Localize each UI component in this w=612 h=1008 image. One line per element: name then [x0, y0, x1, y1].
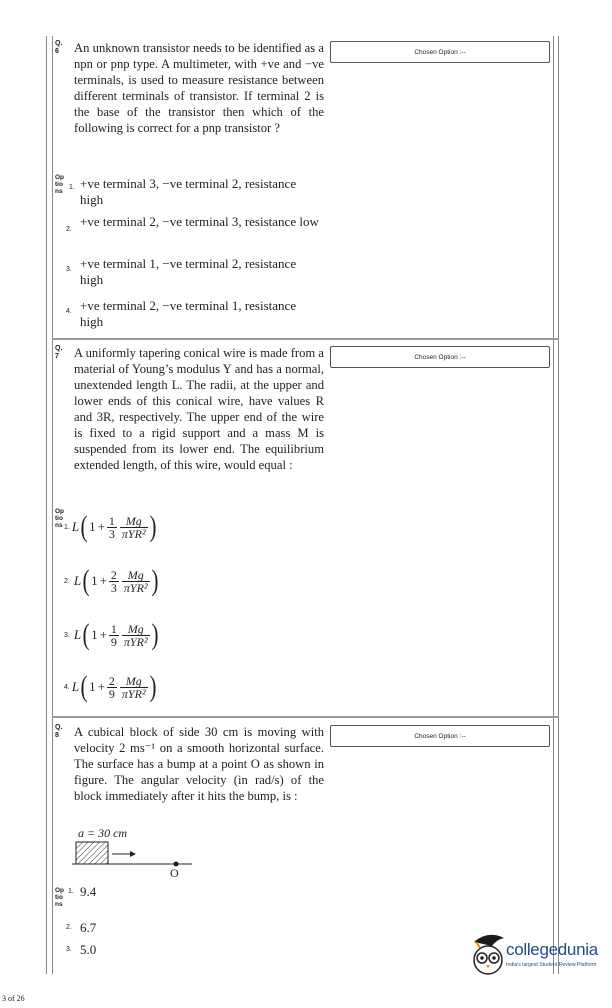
question-text: A cubical block of side 30 cm is moving with velocity 2 ms⁻¹ on a smooth horizontal surface. The surface has a bump at a point O as shown in figure. The angular velocity (in rad/s) of the block immediately after it hits the bump, is : [74, 725, 324, 803]
option-number: 2. [64, 577, 70, 585]
chosen-option-box: Chosen Option :-- [330, 725, 550, 747]
collegedunia-logo [468, 932, 608, 976]
options-label: Op tio ns [55, 174, 65, 195]
left-paren: ( [82, 564, 90, 597]
formula-one: 1 [89, 679, 96, 694]
owl-icon [468, 932, 508, 976]
option-text: +ve terminal 2, −ve terminal 3, resistance low [80, 214, 319, 229]
right-paren: ) [151, 618, 159, 651]
coef-numerator: 1 [108, 513, 115, 528]
question-text: A uniformly tapering conical wire is made from a material of Young’s modulus Y and has a normal, unextended length L. The radii, at the upper and lower ends of this conical wire, have values R and 3R, respectively. The upper end of the wire is fixed to a rigid support and a mass M is suspended from its lower end. The equilibrium extended length, of this wire, would equal : [74, 346, 324, 472]
option-formula [64, 672, 158, 702]
logo-tagline: India's largest Student Review Platform [506, 962, 597, 968]
yr-denominator: πYR² [123, 634, 148, 649]
formula-length: L [73, 573, 82, 588]
coef-numerator: 2 [110, 567, 117, 582]
question-number: Q. 6 [55, 40, 63, 55]
option-formula [64, 620, 160, 650]
right-paren: ) [149, 670, 157, 703]
chosen-option-box: Chosen Option :-- [330, 346, 550, 368]
question-number: Q. 7 [55, 345, 63, 360]
question-separator [52, 716, 558, 718]
coef-denominator: 9 [108, 686, 115, 701]
figure-drawing [70, 826, 200, 882]
page-border-left [46, 36, 47, 974]
coef-numerator: 2 [108, 673, 115, 688]
option-text: +ve terminal 1, −ve terminal 2, resistance high [80, 256, 297, 287]
option-text: +ve terminal 3, −ve terminal 2, resistance high [80, 176, 297, 207]
page-counter: 3 of 26 [2, 994, 25, 1003]
option-number: 1. [64, 523, 70, 531]
coef-denominator: 3 [108, 526, 115, 541]
option-number: 3. [66, 946, 72, 953]
side-label: a = 30 cm [78, 826, 128, 840]
option-number: 1. [69, 184, 75, 191]
block-figure [70, 826, 200, 882]
yr-denominator: πYR² [121, 686, 146, 701]
question-separator [52, 338, 558, 340]
logo-name: collegedunia [506, 940, 598, 959]
option-number: 3. [66, 266, 72, 273]
left-paren: ( [80, 670, 88, 703]
option-number: 2. [66, 924, 72, 931]
coef-denominator: 9 [110, 634, 117, 649]
page-border-right [558, 36, 559, 974]
option-text: +ve terminal 2, −ve terminal 1, resistance high [80, 298, 297, 329]
right-paren: ) [151, 564, 159, 597]
options-label: Op tio ns [55, 887, 65, 908]
formula-length: L [71, 679, 80, 694]
yr-denominator: πYR² [121, 526, 146, 541]
formula-plus: + [99, 573, 107, 588]
option-number: 1. [68, 888, 74, 895]
option-formula [64, 566, 160, 596]
yr-denominator: πYR² [123, 580, 148, 595]
chosen-option-box: Chosen Option :-- [330, 41, 550, 63]
mg-numerator: Mg [122, 569, 150, 582]
coef-denominator: 3 [110, 580, 117, 595]
option-text: 9.4 [80, 884, 97, 899]
coef-numerator: 1 [110, 621, 117, 636]
option-number: 4. [66, 308, 72, 315]
velocity-arrowhead [130, 851, 136, 857]
formula-length: L [71, 519, 80, 534]
left-paren: ( [82, 618, 90, 651]
formula-plus: + [97, 519, 105, 534]
formula-one: 1 [89, 519, 96, 534]
option-text: 6.7 [80, 920, 97, 935]
option-number: 3. [64, 631, 70, 639]
formula-plus: + [99, 627, 107, 642]
option-formula [64, 512, 158, 542]
right-paren: ) [149, 510, 157, 543]
formula-one: 1 [91, 573, 98, 588]
mg-numerator: Mg [120, 675, 148, 688]
mg-numerator: Mg [122, 623, 150, 636]
formula-plus: + [97, 679, 105, 694]
mg-numerator: Mg [120, 515, 148, 528]
option-text: 5.0 [80, 942, 97, 957]
formula-one: 1 [91, 627, 98, 642]
question-text: An unknown transistor needs to be identified as a npn or pnp type. A multimeter, with +ve and −ve terminals, is used to measure resistance between different terminals of transistor. If terminal 2 is the base of the transistor then which of the following is correct for a pnp transistor ? [74, 41, 324, 135]
option-number: 2. [66, 226, 72, 233]
point-label: O [170, 866, 179, 880]
cube-block [76, 842, 108, 864]
formula-length: L [73, 627, 82, 642]
options-label: Op tio ns [55, 508, 65, 529]
left-paren: ( [80, 510, 88, 543]
question-number: Q. 8 [55, 724, 63, 739]
option-number: 4. [64, 683, 70, 691]
